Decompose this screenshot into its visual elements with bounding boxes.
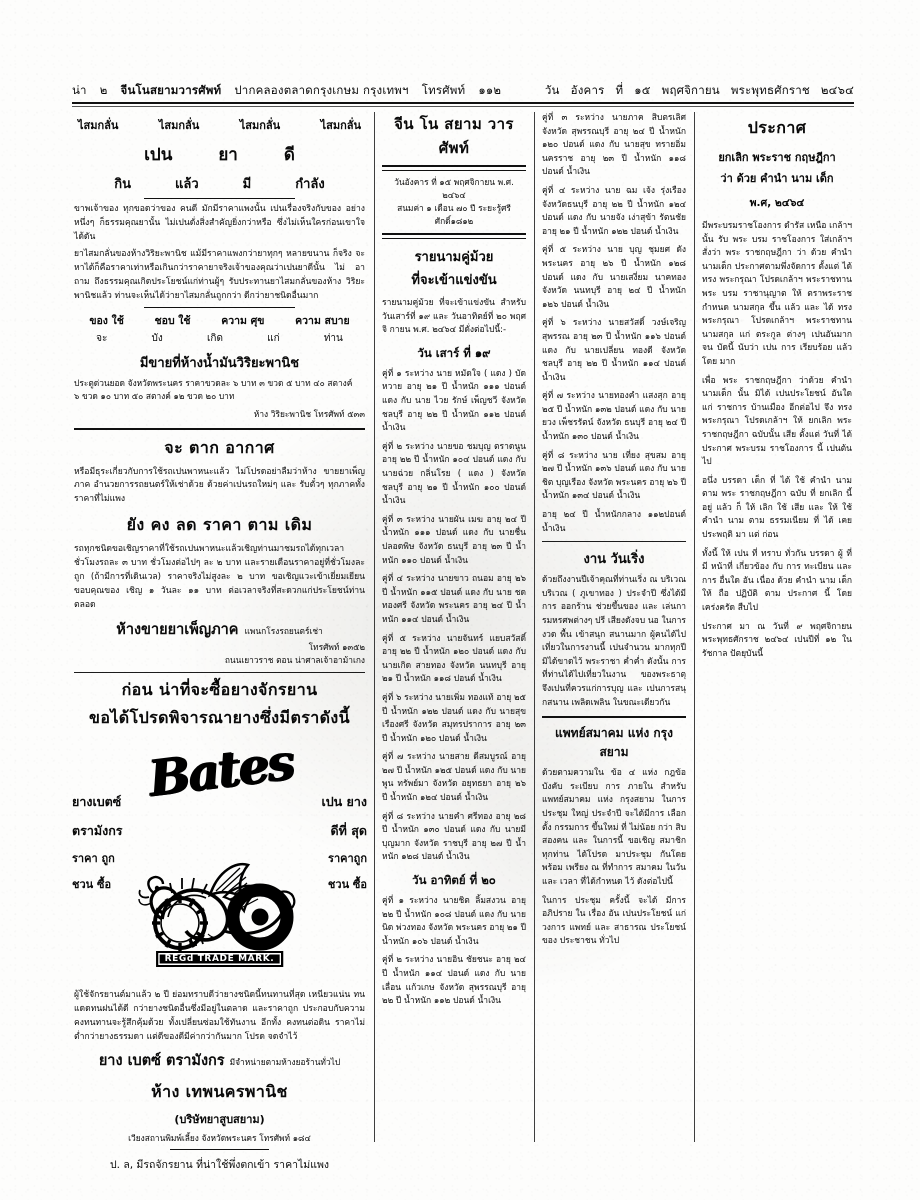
slogan2-word-2: แล้ว [175, 177, 199, 192]
announcement-heading: ประกาศ [747, 118, 807, 137]
section-heading-medical-association: แพทย์สมาคม แห่ง กรุง สยาม [555, 726, 673, 760]
benefit2-3: เกิด [206, 333, 223, 345]
divider [144, 198, 295, 199]
announcement-sub-2: ว่า ด้วย คำนำ นาม เด็ก [720, 172, 834, 185]
tyre-distributor-sub: (บริษัทยาสูบสยาม) [174, 1112, 265, 1126]
issue-line-1: วันอังคาร ที่ ๑๕ พฤศจิกายน พ.ศ. ๒๔๖๔ [394, 177, 514, 201]
match-entry: คู่ที่ ๓ ระหว่าง นายภาค สิบตรเลิศ จังหวัด สุพรรณบุรี อายุ ๒๔ ปี น้ำหนัก ๑๒๐ ปอนด์ แดง กับ นายสุข ทรายอิ่ม นครราช อายุ ๒๓ ปี น้ำหนัก ๑๑๘ ปอนด์ น้ำเงิน [542, 113, 686, 178]
benefit2-1: จะ [96, 333, 108, 345]
ad-tonic-body-1: ขาพเจ้าของ ทุกขอดว่าของ คนดี มักมีราคาแพงนั้น เปนเรื่องจริงกับของ อย่างหนึ่งๆ ก็ธรรมคุณยานั้น ไม่เปนดั่งสิ่งสำคัญยิ่งกว่าหรือ ซึ่งไม่เห็นใครก่อนเขาใจได้ดัน [74, 204, 365, 242]
tyre-distributor: ห้าง เทพนครพานิช [151, 1081, 288, 1101]
medical-quote: ในการ ประชุม ครั้งนี้ จะได้ มีการ อภิปราย ใน เรื่อง อัน เปนประโยชน์ แก่ วงการ แพทย์ และ สาธารณ ประโยชน์ ของ ประชาชน ทั่วไป [542, 895, 686, 947]
match-entry: คู่ที่ ๑ ระหว่าง นายชิต ลิ้มสงวน อายุ ๒๒ ปี น้ำหนัก ๑๐๘ ปอนด์ แดง กับ นายนิด พ่วงทอง จังหวัด พระนคร อายุ ๒๑ ปี น้ำหนัก ๑๐๖ ปอนด์ น้ำเงิน [382, 896, 527, 947]
ad-tonic-address: ประตูด่วนยอด จังหวัดพระนคร ราคาขวดละ ๖ บาท ๓ ขวด ๕ บาท ๔๐ สตางค์ [74, 378, 353, 389]
page-number: ๒ [99, 83, 108, 97]
tyre-brand-thai: ยาง เบตซ์ ตรามังกร [98, 1052, 225, 1069]
slogan2-word-4: กำลัง [295, 177, 325, 192]
tyre-left-label-4: ชวน ซื้อ [72, 877, 112, 891]
day-name: อังคาร [570, 83, 605, 97]
match-entry: คู่ที่ ๘ ระหว่าง นายคำ ศรีทอง อายุ ๒๘ ปี น้ำหนัก ๑๓๐ ปอนด์ แดง กับ นายมี บุญมาก จังหวัด ราชบุรี อายุ ๒๗ ปี น้ำหนัก ๑๒๘ ปอนด์ น้ำเงิน [382, 811, 526, 863]
paper-title-masthead: จีน โน สยาม วาร ศัพท์ [394, 115, 514, 157]
announcement-year: พ.ศ, ๒๔๖๔ [749, 197, 805, 209]
tyre-footer-note: ป. ล, มีรถจักรยาน ที่น่าใช้พึ่งตกเข้า ราคาไม่แพง [109, 1158, 330, 1171]
ad-tonic-benefits-row-1 [74, 312, 365, 329]
match-entry: คู่ที่ ๒ ระหว่าง นายขอ ชมบุญ ตราดนูน อายุ ๒๒ ปี น้ำหนัก ๑๐๔ ปอนด์ แดง กับ นายฉ่วย กลิ่นโรย ( แดง ) จังหวัด ชลบุรี อายุ ๒๑ ปี น้ำหนัก ๑๐๐ ปอนด์ น้ำเงิน [382, 441, 526, 507]
ad-tonic-slogan-mid [74, 173, 365, 194]
ad-tonic-signature: ห้าง วิริยะพานิช โทรศัพท์ ๕๓๓ [253, 409, 365, 420]
benefit2-5: ท่าน [323, 333, 343, 345]
column-1 [72, 112, 374, 1171]
divider [382, 233, 526, 239]
tyre-left-label-1: ยางเบตซ์ [72, 793, 122, 809]
ad-travel-shop-address: ถนนเยาวราช ตอน น่าศาลเจ้าอาม้าเกง [224, 654, 365, 665]
ad-tonic-address-2: ๖ ขวด ๑๐ บาท ๕๐ สตางค์ ๑๒ ขวด ๒๐ บาท [74, 391, 235, 402]
match-entry: คู่ที่ ๕ ระหว่าง นาย บุญ ชุมยศ ดัง พระนคร อายุ ๒๖ ปี น้ำหนัก ๑๒๘ ปอนด์ แดง กับ นายเสงี่ยม นาคทอง จังหวัด นนทบุรี อายุ ๒๔ ปี น้ำหนัก ๑๒๖ ปอนด์ น้ำเงิน [542, 245, 686, 310]
match-entry: คู่ที่ ๘ ระหว่าง นาย เที่ยง สุขสม อายุ ๒๗ ปี น้ำหนัก ๑๓๖ ปอนด์ แดง กับ นายชิต บุญเรือง จังหวัด พระนคร อายุ ๒๖ ปี น้ำหนัก ๑๓๔ ปอนด์ น้ำเงิน [542, 450, 686, 502]
masthead-rule-thin [72, 106, 854, 107]
issue-line-2: สนมค่า ๑ เดือน ๗๐ ปี ระยะรู้ศรีศักดิ์๑๘๑๒ [397, 203, 511, 227]
masthead-rule [72, 102, 854, 104]
office-address: ปากคลองตลาดกรุงเกษม กรุงเทพฯ [234, 83, 409, 97]
tyre-left-label-2: ตรามังกร [72, 823, 123, 839]
section-divider [542, 716, 686, 718]
match-entry: คู่ที่ ๕ ระหว่าง นายจันทร์ แยบสวัสดิ์ อายุ ๒๒ ปี น้ำหนัก ๑๒๐ ปอนด์ แดง กับ นายเกิด สายทอง จังหวัด นนทบุรี อายุ ๒๑ ปี น้ำหนัก ๑๑๘ ปอนด์ น้ำเงิน [382, 633, 526, 685]
ad-tonic-body-2: ยาไสมกลั่นของห้างวิริยะพานิช แม้มีราคาแพงกว่ายาทุกๆ หลายขนาน ก็จริง จะหาได้ก็คือราคาเท่าหรือเกินกว่าราคายาจริงเจ้าของคุณว่าเปนยาดีนั้น ไม่ อาถาม ถึงธรรมคุณเกิดประโยชน์แก่ท่านผู้ๆ รับประทานยาไสมกลั่นของห้าง วิริยะพานิชแล้ว ท่านจะเห็นได้ว่ายาไสมกลั่นถูกกว่า ดีกว่ายาชนิดอื่นมาก [74, 248, 365, 301]
tyre-right-label-3: ราคาถูก [328, 851, 367, 865]
match-entry: คู่ที่ ๔ ระหว่าง นาย ฉม เจ้ง รุ่งเรือง จังหวัดธนบุรี อายุ ๒๒ ปี น้ำหนัก ๑๒๔ ปอนด์ แดง กับ นายจัง เง่าสุข้า รัตนชัย อายุ ๒๑ ปี น้ำหนัก ๑๒๒ ปอนด์ น้ำเงิน [542, 185, 686, 237]
ad-tonic-word-1: ไสมกลั่น [78, 119, 119, 132]
divider [170, 1149, 269, 1150]
tyre-headline-2: ขอได้โปรดพิจารณายางซึ่งมีตราดังนี้ [89, 707, 350, 727]
tyre-headline-1: ก่อน น่าที่จะซื้อยางจักรยาน [121, 679, 318, 699]
benefit2-2: บัง [151, 333, 163, 345]
matchlist-intro: รายนามคู่ม้วย ที่จะเข้าแข่งขัน สำหรับ วันเสาร์ที่ ๑๙ และ วันอาทิตย์ที่ ๒๐ พฤศจิ กายน พ.ศ. ๒๔๖๔ มีดั่งต่อไปนี้:- [382, 298, 526, 336]
paper-name: จีนโนสยามวารศัพท์ [120, 83, 222, 97]
announcement-paragraph: มีพระบรมราชโองการ ดำรัส เหนือ เกล้าฯ นั้น รับ พระ บรม ราชโองการ ใส่เกล้าฯ สั่งว่า พระ ราชกฤษฎีกา ว่า ด้วย คำนำ นามเด็ก ประกาศตามพึ่งจัดการ ตั้งแต่ ได้ ทรง พระกรุณา โปรดเกล้าฯ พระราชทาน พระ บรม ราชานุญาต ให้ ตราพระราชกำหนด นามสกุล ขึ้น แล้ว และ ได้ ทรง พระกรุณา โปรดเกล้าฯ พระราชทาน นามสกุล แก่ ตระกูล ต่างๆ เปนอันมาก จน บัดนี้ นับว่า เปน การ เรียบร้อย แล้ว โดย มาก [702, 221, 852, 367]
match-entry: คู่ที่ ๔ ระหว่าง นายขาว ถนอม อายุ ๒๖ ปี น้ำหนัก ๑๑๕ ปอนด์ แดง กับ นาย ชด ทองศรี จังหวัด พระนคร อายุ ๒๔ ปี น้ำหนัก ๑๑๔ ปอนด์ น้ำเงิน [382, 574, 526, 625]
ad-tonic-benefits-row-2 [74, 331, 365, 346]
section-divider [74, 428, 365, 430]
match-entry: คู่ที่ ๖ ระหว่าง นายเพิ่ม ทองแท้ อายุ ๒๕ ปี น้ำหนัก ๑๒๒ ปอนด์ แดง กับ นายสุข เรืองศรี จังหวัด สมุทรปราการ อายุ ๒๓ ปี น้ำหนัก ๑๒๐ ปอนด์ น้ำเงิน [382, 692, 526, 744]
tyre-left-labels [72, 787, 122, 897]
section-divider [74, 672, 365, 673]
era-label: พระพุทธศักราช [730, 83, 810, 97]
divider [382, 165, 526, 171]
ad-tonic-word-2: ไสมกลั่น [158, 119, 200, 132]
bates-logo-block [72, 732, 367, 985]
column-4 [694, 112, 854, 1142]
year-number: ๒๔๖๔ [820, 83, 854, 97]
date-prefix: ที่ [615, 83, 624, 97]
tyre-right-label-1: เปน ยาง [321, 793, 367, 809]
match-date-sunday: วัน อาทิตย์ ที่ ๒๐ [412, 873, 496, 888]
dragon-and-tyre-icon [132, 831, 308, 955]
page-label: น่า [72, 83, 87, 97]
ad-travel-shop-name: ห้างขายยาเพ็ญภาค [116, 621, 239, 638]
column-2 [374, 112, 534, 1142]
ad-tonic-seller: มีขายที่ห้างน้ำมันวิริยะพานิช [139, 356, 300, 372]
announcement-closing: ประกาศ มา ณ วันที่ ๙ พฤศจิกายน พระพุทธศักราช ๒๔๖๔ เปนปีที่ ๑๒ ในรัชกาล ปัตยุบันนี้ [702, 621, 852, 659]
match-entry: คู่ที่ ๑ ระหว่าง นาย หมัดใจ ( แดง ) บัดหวาย อายุ ๒๑ ปี น้ำหนัก ๑๑๑ ปอนด์ แดง กับ นาย ไวย รักษ์ เพ็ญชวี จังหวัด ชลบุรี อายุ ๒๒ ปี น้ำหนัก ๑๑๒ ปอนด์ น้ำเงิน [382, 368, 526, 434]
benefit-2: ชอบ ใช้ [154, 315, 191, 328]
match-entry-tail: อายุ ๒๔ ปี น้ำหนักกลาง ๑๑๒ปอนด์ น้ำเงิน [542, 510, 686, 534]
tyre-right-label-4: ชวน ซื้อ [327, 877, 367, 891]
section-heading-matchlist-1: รายนามคู่ม้วย [414, 250, 494, 266]
section-heading-fair: งาน วันเริ่ง [583, 552, 645, 568]
ad-travel-heading: จะ ตาก อากาศ [164, 437, 275, 457]
tyre-right-labels [321, 787, 367, 897]
slogan-word-2: ยา [218, 145, 238, 165]
ad-tonic [74, 116, 365, 422]
announcement-paragraph: อนึ่ง บรรดา เด็ก ที่ ได้ ใช้ คำนำ นาม ตาม พระ ราชกฤษฎีกา ฉบับ ที่ ยกเลิก นี้ อยู่ แล้ว ก็ ให้ เลิก ใช้ เสีย และ ให้ ใช้ คำนำ นาม ตาม ธรรมเนียม ที่ ได้ เคย ประพฤติ มา แต่ ก่อน [702, 475, 852, 541]
ad-travel-body-2: รถทุกชนิดขอเชิญราคาที่ใช้รถเปนพาหนะแล้วเชิญท่านมาชมรถได้ทุกเวลา ชั่วโมงรถละ ๓ บาท ชั่วโมงต่อไปๆ ละ ๒ บาท และรายเดือนราคาอยู่ที่ชั่วโมงละถูก (ถ้ามีการที่เดินเวล) ราคาจริงไม่สูงละ ๒ บาท ขอเชิญแวะเข้าเยี่ยมเยียน ขอบคุณของ เชิญ ๑ วันละ ๑๑ บาท ต่อเวลาจริงที่สะดวกแก่ประโยชน์ท่าน ตลอด [74, 544, 365, 610]
ad-travel-body: หรือมีธุระเกี่ยวกับการใช้รถเปนพาหนะแล้ว ไม่โปรดอย่าลืมว่าห้าง ขายยาเพ็ญภาค อำนวยการรถยนตร์ให้เช่าด้วย ด้วยค่าเปนรถใหม่ๆ และ รับตั๋วๆ ทุกภาคทั้งราคาที่ไม่แพง [74, 466, 365, 505]
masthead [72, 74, 854, 100]
fair-body: ด้วยถึงงานปีเจ้าคุณที่ท่านเริ่ง ณ บริเวณ บริเวณ ( ภูเขาทอง ) ประจำปี ซึ่งได้มีการ ออกร้าน ช่วยขึ้นของ และ เล่นการมหรศพต่างๆ ปรี เสียงดังจบ นอ ในการงวด พื้น เข้าสนุก สนานมาก ผู้คนได้ไปเที่ยวในการงานนี้ เปนจำนวน มากทุกปี มิได้ขาดไว้ พระราชา ค่ำค่ำ ดังนั้น การที่ท่านได้ไปเที่ยวในงาน ของพระธาตุ จึงเปนที่ควรแก่การบุญ และ เปนการสนุกสนาน เพลิดเพลิน ในขณะเดียวกัน [542, 575, 686, 708]
ad-tonic-repeats [74, 116, 365, 134]
announcement-paragraph: เพื่อ พระ ราชกฤษฎีกา ว่าด้วย คำนำ นามเด็ก นั้น มิได้ เปนประโยชน์ อันใด แก่ ราชการ บ้านเมือง อีกต่อไป จึง ทรง พระกรุณา โปรดเกล้าฯ ให้ ยกเลิก พระราชกฤษฎีกา ฉบับนั้น เสีย ตั้งแต่ วันที่ ได้ ประกาศ พระบรม ราชโองการ นี้ เปนต้นไป [702, 375, 852, 468]
column-3 [534, 112, 694, 1142]
ad-travel-shop-phone: โทรศัพท์ ๑๓๕๒ [308, 641, 365, 652]
trade-mark-banner: REGd TRADE MARK. [156, 951, 284, 967]
ad-travel-shop-dept: แพนกโรงรถยนตร์เช่า [244, 625, 323, 636]
ad-bates-tyre [74, 678, 365, 1173]
ad-car-rental [74, 436, 365, 667]
match-entry: คู่ที่ ๗ ระหว่าง นายทองคำ แสงสุก อายุ ๒๕ ปี น้ำหนัก ๑๓๒ ปอนด์ แดง กับ นายยวง เพ็ชรรัตน์ จังหวัด ธนบุรี อายุ ๒๔ ปี น้ำหนัก ๑๓๐ ปอนด์ น้ำเงิน [542, 391, 686, 443]
slogan-word-3: ดี [283, 145, 295, 165]
match-entry: คู่ที่ ๖ ระหว่าง นายสวัสดิ์ วงษ์เจริญ สุพรรณ อายุ ๒๓ ปี น้ำหนัก ๑๑๖ ปอนด์ แดง กับ นายเปลี่ยน ทองดี จังหวัด ชลบุรี อายุ ๒๒ ปี น้ำหนัก ๑๑๔ ปอนด์ น้ำเงิน [542, 318, 686, 383]
slogan2-word-1: กิน [114, 177, 132, 192]
medical-body: ด้วยตามความใน ข้อ ๔ แห่ง กฎข้อบังคับ ระเบียบ การ ภายใน สำหรับ แพทย์สมาคม แห่ง กรุงสยาม ในการ ประชุม ใหญ่ ประจำปี จะได้มีการ เลือกตั้ง กรรมการ ขึ้นใหม่ ที่ ไม่น้อย กว่า สิบสองคน และ ในการนี้ ขอเชิญ สมาชิก ทุกท่าน ได้โปรด มาประชุม กันโดย พร้อม เพรียง ณ ที่ทำการ สมาคม ในวัน และ เวลา ที่ได้กำหนด ไว้ ดังต่อไปนี้ [542, 768, 686, 887]
benefit2-4: แก่ [267, 333, 280, 345]
match-entry: คู่ที่ ๗ ระหว่าง นายสาย ดีสมบูรณ์ อายุ ๒๗ ปี น้ำหนัก ๑๒๕ ปอนด์ แดง กับ นายพูน ทรัพย์มา จังหวัด อยุทธยา อายุ ๒๖ ปี น้ำหนัก ๑๒๔ ปอนด์ น้ำเงิน [382, 752, 526, 804]
tyre-body: ผู้ใช้จักรยานต์มาแล้ว ๒ ปี ย่อมทราบดีว่ายางชนิดนี้ทนทานที่สุด เหนียวแน่น ทนแดดทนฝนได้ดี กว่ายางชนิดอื่นซึ่งมีอยู่ในตลาด และราคาถูก ประกอบกับความคงทนทานจะรู้สึกคุ้มด้วย ทั้งเปลี่ยนซ่อมใช้ทันงาน อีกทั้ง คงทนต่อดิน ราคาไม่ต่ำกว่ายางธรรมดา แต่ดีของดีมีค่ากว่ากันมาก โปรด จดจำไว้ [74, 989, 365, 1042]
phone-label: โทรศัพท์ [421, 83, 466, 97]
announcement-paragraph: ทั้งนี้ ให้ เปน ที่ ทราบ ทั่วกัน บรรดา ผู้ ที่ มี หน้าที่ เกี่ยวข้อง กับ การ ทะเบียน และ การ อื่นใด อัน เนื่อง ด้วย คำนำ นาม เด็ก ให้ ถือ ปฏิบัติ ตาม ประกาศ นี้ โดย เคร่งครัด สืบไป [702, 548, 852, 614]
benefit-3: ความ ศุข [221, 315, 265, 328]
announcement-sub-1: ยกเลิก พระราช กฤษฎีกา [718, 151, 836, 164]
section-divider [542, 541, 686, 542]
tyre-left-label-3: ราคา ถูก [72, 851, 115, 865]
match-date-saturday: วัน เสาร์ ที่ ๑๙ [417, 345, 491, 360]
slogan-word-1: เปน [144, 145, 173, 165]
match-entry: คู่ที่ ๒ ระหว่าง นายอิน ชัยชนะ อายุ ๒๔ ปี น้ำหนัก ๑๑๔ ปอนด์ แดง กับ นายเลื่อน แก้วเกษ จังหวัด สุพรรณบุรี อายุ ๒๒ ปี น้ำหนัก ๑๑๒ ปอนด์ น้ำเงิน [382, 955, 526, 1007]
divider [144, 307, 295, 308]
tyre-right-label-2: ดีที่ สุด [330, 823, 367, 839]
benefit-1: ของ ใช้ [89, 315, 124, 328]
ad-tonic-word-4: ไสมกลั่น [320, 119, 361, 132]
ad-travel-heading-2: ยัง คง ลด ราคา ตาม เดิม [126, 515, 313, 535]
slogan2-word-3: มี [242, 177, 252, 192]
match-entry: คู่ที่ ๓ ระหว่าง นายผัน เมฆ อายุ ๒๔ ปี น้ำหนัก ๑๑๑ ปอนด์ แดง กับ นายชื่น ปลอดพิษ จังหวัด ธนบุรี อายุ ๒๓ ปี น้ำหนัก ๑๑๐ ปอนด์ น้ำเงิน [382, 514, 526, 566]
phone-number: ๑๑๒ [478, 83, 502, 97]
ad-tonic-word-3: ไสมกลั่น [239, 119, 281, 132]
day-label: วัน [544, 83, 560, 97]
month-name: พฤศจิกายน [661, 83, 720, 97]
date-number: ๑๕ [634, 83, 651, 97]
benefit-4: ความ สบาย [295, 315, 350, 328]
tyre-brand-tail: มีจำหน่ายตามห้างยอร้านทั่วไป [229, 1056, 341, 1067]
tyre-distributor-address: เวียงสถานพิมพ์เลี้ยง จังหวัดพระนคร โทรศัพท์ ๑๘๔ [128, 1132, 311, 1143]
section-heading-matchlist-2: ที่จะเข้าแข่งขัน [411, 273, 497, 289]
ad-tonic-slogan-big [74, 141, 365, 168]
bates-wordmark: Bates [144, 732, 295, 808]
